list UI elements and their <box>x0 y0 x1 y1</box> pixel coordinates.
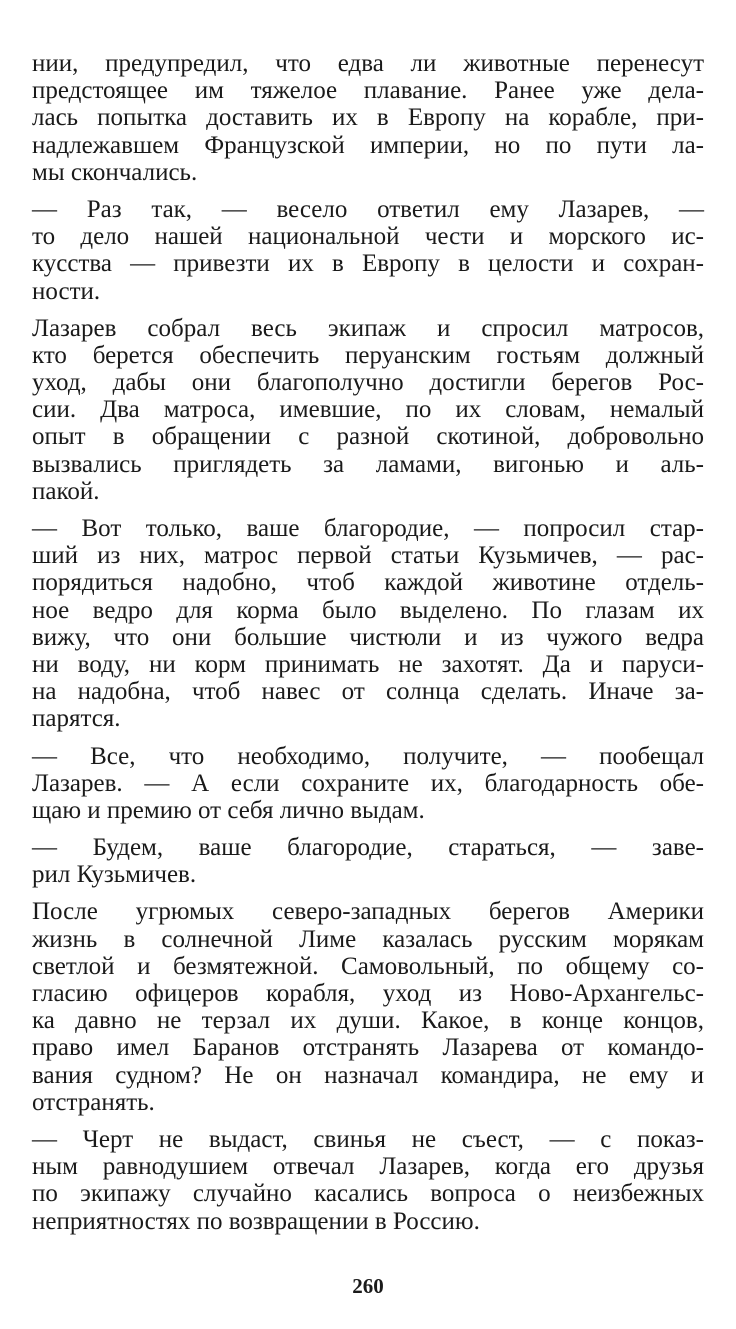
text-line: надлежавшем Французской империи, но по пути ла- <box>32 131 704 159</box>
page-text <box>32 50 704 1245</box>
page-number: 260 <box>352 1274 384 1298</box>
text-line: вания судном? Не он назначал командира, не ему и <box>32 1061 704 1089</box>
text-line: нии, предупредил, что едва ли животные перенесут <box>32 50 704 77</box>
text-line: — Раз так, — весело ответил ему Лазарев, — <box>32 195 704 223</box>
text-line: рил Кузьмичев. <box>32 861 197 889</box>
paragraph <box>32 515 704 733</box>
text-line: сии. Два матроса, имевшие, по их словам, немалый <box>32 396 704 424</box>
text-line: жизнь в солнечной Лиме казалась русским морякам <box>32 925 704 953</box>
text-line: После угрюмых северо-западных берегов Америки <box>32 898 704 926</box>
text-line: — Будем, ваше благородие, стараться, — заве- <box>32 834 704 862</box>
text-line: вижу, что они большие чистюли и из чужого ведра <box>32 623 704 651</box>
text-line: ни воду, ни корм принимать не захотят. Да и паруси- <box>32 650 704 678</box>
text-line: пакой. <box>32 477 100 505</box>
text-line: щаю и премию от себя лично выдам. <box>32 796 425 824</box>
text-line: гласию офицеров корабля, уход из Ново-Архангельс- <box>32 980 704 1007</box>
text-line: отстранять. <box>32 1088 155 1116</box>
text-line: — Черт не выдаст, свинья не съест, — с показ- <box>32 1125 704 1153</box>
text-line: мы скончались. <box>32 158 198 186</box>
text-line: парятся. <box>32 705 121 733</box>
text-line: ное ведро для корма было выделено. По глазам их <box>32 596 704 624</box>
text-line: кусства — привезти их в Европу в целости и сохран- <box>32 250 704 278</box>
paragraph <box>32 834 704 888</box>
text-line: право имел Баранов отстранять Лазарева от командо- <box>32 1034 704 1062</box>
text-line: ности. <box>32 277 101 305</box>
text-line: по экипажу случайно касались вопроса о неизбежных <box>32 1180 704 1208</box>
paragraph <box>32 196 704 305</box>
text-line: светлой и безмятежной. Самовольный, по общему со- <box>32 952 704 980</box>
text-line: — Вот только, ваше благородие, — попросил стар- <box>32 515 704 542</box>
text-line: то дело нашей национальной чести и морского ис- <box>32 223 704 251</box>
text-line: неприятностях по возвращении в Россию. <box>32 1207 480 1235</box>
text-line: — Все, что необходимо, получите, — пообещал <box>32 742 704 770</box>
paragraph <box>32 315 704 505</box>
text-line: Лазарев собрал весь экипаж и спросил матросов, <box>32 314 704 342</box>
paragraph <box>32 743 704 825</box>
text-line: вызвались приглядеть за ламами, вигонью и аль- <box>32 450 704 478</box>
text-line: Лазарев. — А если сохраните их, благодарность обе- <box>32 769 704 797</box>
text-line: предстоящее им тяжелое плавание. Ранее уже дела- <box>32 77 704 105</box>
text-line: кто берется обеспечить перуанским гостьям должный <box>32 341 704 369</box>
text-line: ший из них, матрос первой статьи Кузьмичев, — рас- <box>32 542 704 570</box>
text-line: порядиться надобно, чтоб каждой животине отдель- <box>32 569 704 597</box>
text-line: лась попытка доставить их в Европу на корабле, при- <box>32 104 704 132</box>
paragraph <box>32 1126 704 1235</box>
text-line: на надобна, чтоб навес от солнца сделать. Иначе за- <box>32 678 704 706</box>
paragraph <box>32 50 704 186</box>
text-line: ным равнодушием отвечал Лазарев, когда его друзья <box>32 1153 704 1181</box>
text-line: опыт в обращении с разной скотиной, добровольно <box>32 423 704 451</box>
text-line: ка давно не терзал их души. Какое, в конце концов, <box>32 1007 704 1035</box>
paragraph <box>32 898 704 1116</box>
text-line: уход, дабы они благополучно достигли берегов Рос- <box>32 369 704 397</box>
